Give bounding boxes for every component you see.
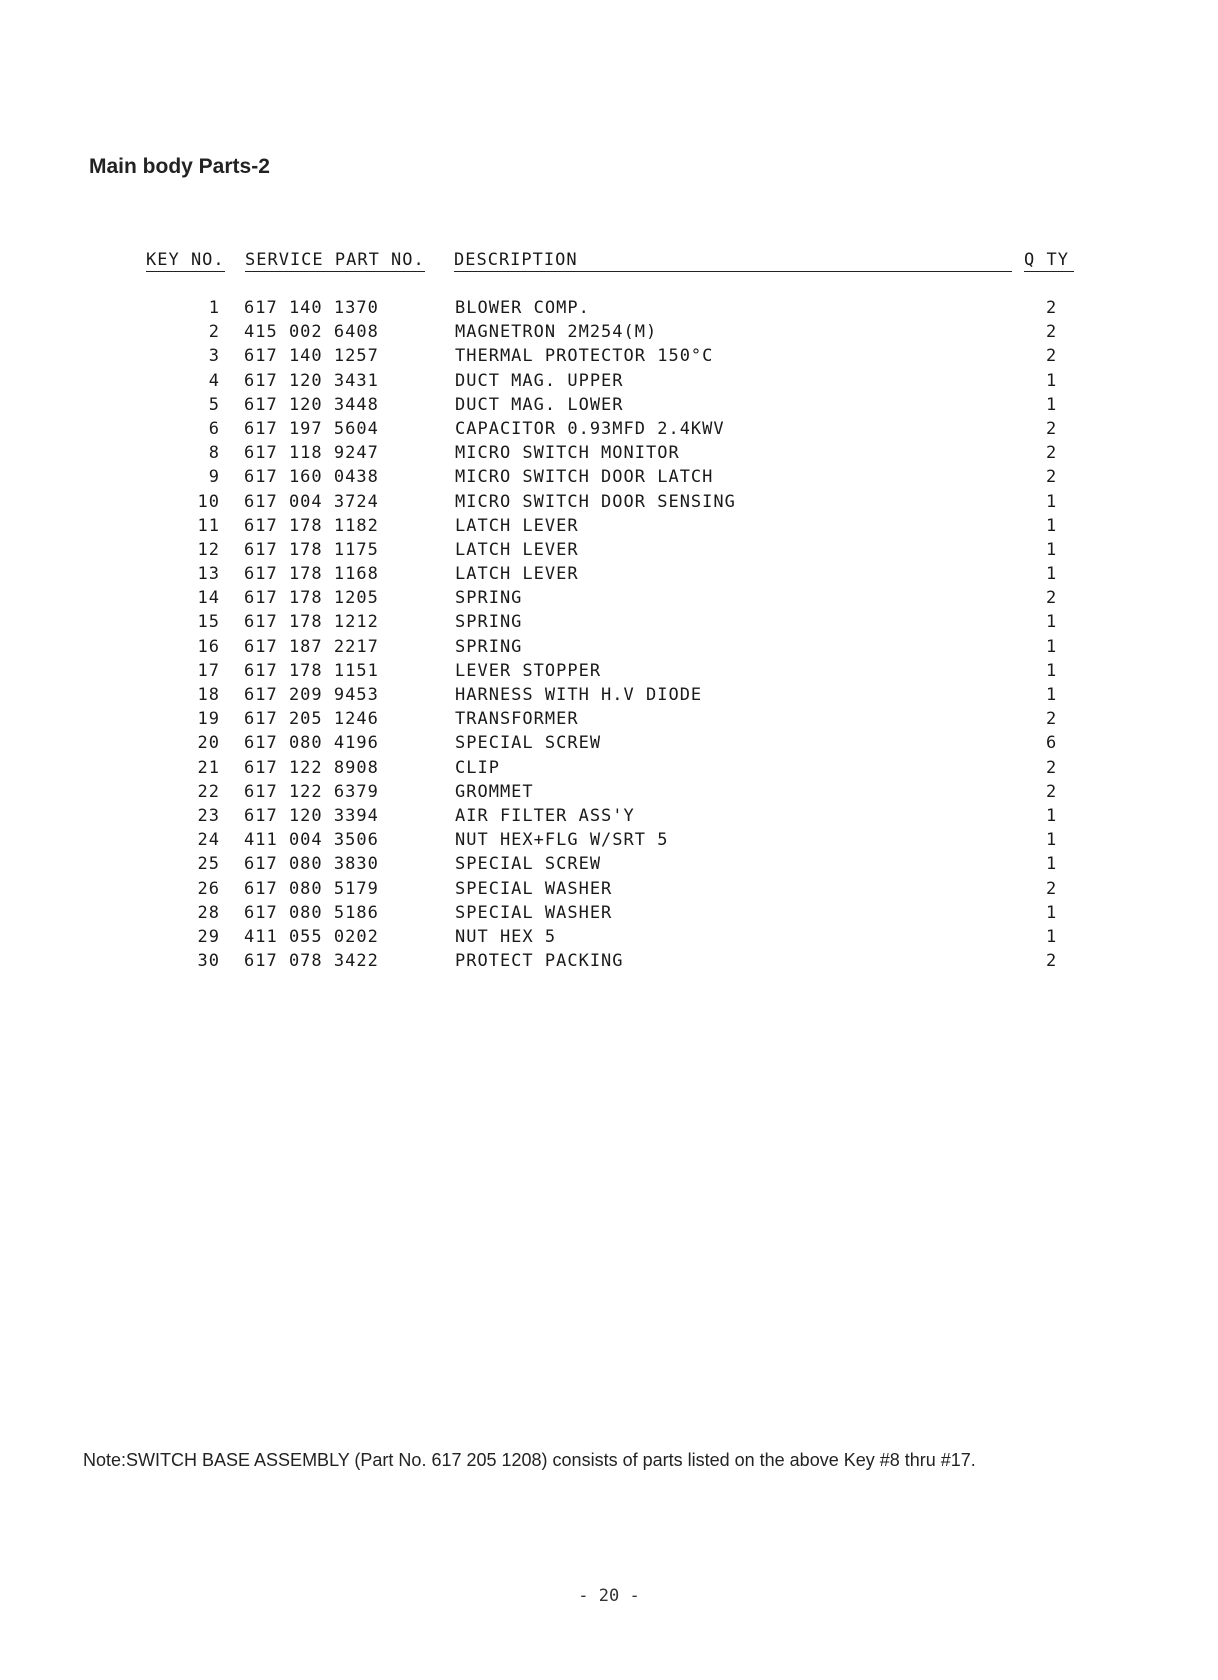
key-no-cell: 26 [197,878,220,899]
key-no-cell: 21 [197,757,220,778]
service-part-no-cell: 617 178 1168 [244,564,379,585]
key-no-cell: 29 [197,926,220,947]
qty-cell: 2 [1046,418,1058,439]
qty-cell: 2 [1046,709,1058,730]
description-cell: HARNESS WITH H.V DIODE [455,685,703,705]
qty-cell: 1 [1046,491,1058,512]
service-part-no-cell: 617 080 5179 [244,878,379,899]
description-cell: MICRO SWITCH MONITOR [455,443,680,464]
description-cell: SPRING [455,636,523,657]
table-row [0,516,1218,540]
table-row [0,540,1218,564]
footnote: Note:SWITCH BASE ASSEMBLY (Part No. 617 205 1208) consists of parts listed on the above Key #8 thru #17. [83,1450,976,1470]
key-no-cell: 9 [208,467,220,488]
key-no-cell: 5 [208,394,220,415]
key-no-cell: 22 [197,781,220,802]
description-cell: LATCH LEVER [455,564,579,585]
qty-cell: 1 [1046,636,1058,657]
description-cell: LATCH LEVER [455,539,579,560]
service-part-no-cell: 415 002 6408 [244,322,379,343]
table-row [0,709,1218,733]
table-row [0,903,1218,927]
service-part-no-cell: 617 140 1257 [244,346,379,367]
service-part-no-cell: 617 120 3448 [244,394,379,415]
description-cell: SPRING [455,612,523,633]
key-no-cell: 4 [208,370,220,391]
key-no-cell: 24 [197,830,220,851]
table-row [0,346,1218,370]
qty-cell: 2 [1046,346,1058,367]
qty-cell: 1 [1046,854,1058,875]
service-part-no-cell: 617 197 5604 [244,418,379,439]
page-number: - 20 - [578,1586,640,1606]
description-cell: MICRO SWITCH DOOR SENSING [455,491,736,512]
description-cell: NUT HEX 5 [455,926,557,947]
description-cell: NUT HEX+FLG W/SRT 5 [455,830,669,851]
table-row [0,685,1218,709]
key-no-cell: 12 [197,539,220,560]
table-row [0,951,1218,975]
description-cell: LATCH LEVER [455,515,579,536]
service-part-no-cell: 617 080 3830 [244,854,379,875]
qty-cell: 1 [1046,370,1058,391]
description-cell: DUCT MAG. LOWER [455,394,624,415]
service-part-no-cell: 617 120 3431 [244,370,379,391]
qty-cell: 2 [1046,951,1058,972]
service-part-no-cell: 617 187 2217 [244,636,379,657]
service-part-no-cell: 617 080 4196 [244,733,379,754]
key-no-cell: 13 [197,564,220,585]
header-key-no: KEY NO. [146,250,225,270]
service-part-no-cell: 617 178 1151 [244,660,379,681]
qty-cell: 1 [1046,660,1058,681]
key-no-cell: 15 [197,612,220,633]
table-row [0,395,1218,419]
description-cell: CLIP [455,757,500,778]
description-cell: SPECIAL WASHER [455,878,613,899]
service-part-no-cell: 617 178 1182 [244,515,379,536]
key-no-cell: 17 [197,660,220,681]
qty-cell: 2 [1046,298,1058,318]
table-row [0,443,1218,467]
table-row [0,637,1218,661]
key-no-cell: 8 [208,443,220,464]
table-row [0,564,1218,588]
table-row [0,830,1218,854]
qty-cell: 2 [1046,443,1058,464]
description-cell: SPECIAL SCREW [455,733,602,754]
header-qty: Q TY [1024,250,1074,272]
description-cell: MICRO SWITCH DOOR LATCH [455,467,714,488]
qty-cell: 1 [1046,394,1058,415]
table-row [0,588,1218,612]
key-no-cell: 16 [197,636,220,657]
table-row [0,371,1218,395]
key-no-cell: 6 [208,418,220,439]
header-description: DESCRIPTION [454,250,1012,272]
table-row [0,806,1218,830]
key-no-cell: 10 [197,491,220,512]
qty-cell: 1 [1046,926,1058,947]
key-no-cell: 18 [197,685,220,705]
service-part-no-cell: 617 122 6379 [244,781,379,802]
description-cell: GROMMET [455,781,534,802]
service-part-no-cell: 617 122 8908 [244,757,379,778]
qty-cell: 1 [1046,685,1058,705]
description-cell: THERMAL PROTECTOR 150°C [455,346,714,367]
service-part-no-cell: 411 055 0202 [244,926,379,947]
qty-cell: 2 [1046,878,1058,899]
key-no-cell: 2 [208,322,220,343]
table-row [0,733,1218,757]
service-part-no-cell: 411 004 3506 [244,830,379,851]
key-no-cell: 28 [197,902,220,923]
table-row [0,467,1218,491]
key-no-cell: 11 [197,515,220,536]
key-no-cell: 20 [197,733,220,754]
service-part-no-cell: 617 205 1246 [244,709,379,730]
description-cell: DUCT MAG. UPPER [455,370,624,391]
service-part-no-cell: 617 209 9453 [244,685,379,705]
qty-cell: 2 [1046,588,1058,609]
qty-cell: 1 [1046,805,1058,826]
key-no-cell: 1 [208,298,220,318]
table-row [0,322,1218,346]
description-cell: TRANSFORMER [455,709,579,730]
qty-cell: 1 [1046,612,1058,633]
description-cell: CAPACITOR 0.93MFD 2.4KWV [455,418,725,439]
table-row [0,927,1218,951]
description-cell: BLOWER COMP. [455,298,590,318]
key-no-cell: 19 [197,709,220,730]
description-cell: SPRING [455,588,523,609]
qty-cell: 1 [1046,830,1058,851]
table-row [0,419,1218,443]
service-part-no-cell: 617 178 1205 [244,588,379,609]
service-part-no-cell: 617 118 9247 [244,443,379,464]
qty-cell: 1 [1046,539,1058,560]
description-cell: PROTECT PACKING [455,951,624,972]
service-part-no-cell: 617 160 0438 [244,467,379,488]
qty-cell: 1 [1046,564,1058,585]
service-part-no-cell: 617 078 3422 [244,951,379,972]
table-row [0,492,1218,516]
qty-cell: 1 [1046,902,1058,923]
service-part-no-cell: 617 140 1370 [244,298,379,318]
service-part-no-cell: 617 178 1175 [244,539,379,560]
header-service-part-no: SERVICE PART NO. [245,250,425,270]
qty-cell: 2 [1046,467,1058,488]
qty-cell: 2 [1046,757,1058,778]
table-row [0,612,1218,636]
table-row [0,782,1218,806]
qty-cell: 2 [1046,322,1058,343]
table-row [0,854,1218,878]
description-cell: LEVER STOPPER [455,660,602,681]
qty-cell: 2 [1046,781,1058,802]
key-no-cell: 30 [197,951,220,972]
page-title: Main body Parts-2 [89,155,270,178]
table-row [0,298,1218,322]
service-part-no-cell: 617 178 1212 [244,612,379,633]
description-cell: MAGNETRON 2M254(M) [455,322,658,343]
description-cell: SPECIAL WASHER [455,902,613,923]
table-row [0,758,1218,782]
key-no-cell: 25 [197,854,220,875]
qty-cell: 1 [1046,515,1058,536]
description-cell: AIR FILTER ASS'Y [455,805,635,826]
qty-cell: 6 [1046,733,1058,754]
service-part-no-cell: 617 004 3724 [244,491,379,512]
service-part-no-cell: 617 120 3394 [244,805,379,826]
description-cell: SPECIAL SCREW [455,854,602,875]
table-row [0,661,1218,685]
key-no-cell: 14 [197,588,220,609]
parts-table [0,298,1218,975]
key-no-cell: 23 [197,805,220,826]
key-no-cell: 3 [208,346,220,367]
service-part-no-cell: 617 080 5186 [244,902,379,923]
table-row [0,879,1218,903]
